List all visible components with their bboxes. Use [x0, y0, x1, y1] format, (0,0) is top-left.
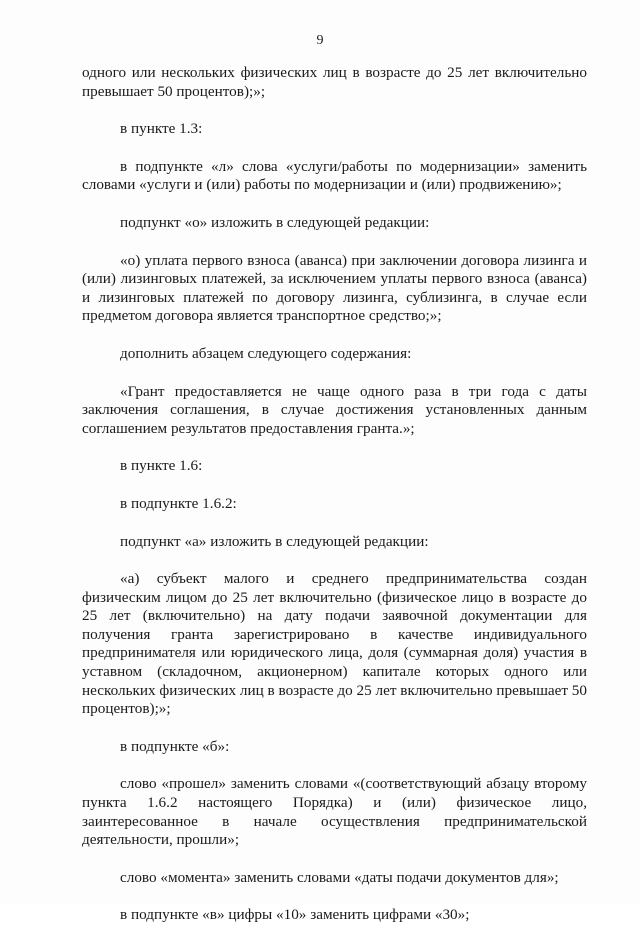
- paragraph-clause-1-6: в пункте 1.6:: [120, 457, 203, 475]
- paragraph-subclause-b: в подпункте «б»:: [120, 737, 230, 755]
- paragraph-add-abzac: дополнить абзацем следующего содержания:: [120, 344, 412, 362]
- paragraph-grant-text: «Грант предоставляется не чаще одного раза в три года с даты заключения соглашения, в случае достижения установленных данным соглашением результатов предоставления гранта.»;: [82, 382, 587, 437]
- paragraph-subclause-o-intro: подпункт «о» изложить в следующей редакции:: [120, 213, 430, 231]
- page-number: 9: [316, 33, 324, 48]
- paragraph-word-proshel: слово «прошел» заменить словами «(соответствующий абзацу второму пункта 1.6.2 настоящего Порядка) и (или) физическое лицо, заинтересованное в начале осуществления предпринимательской деятельности, прошли»;: [82, 775, 587, 849]
- paragraph-subclause-o-text: «о) уплата первого взноса (аванса) при заключении договора лизинга и (или) лизинговых платежей, за исключением уплаты первого взноса (аванса) и лизинговых платежей по договору лизинга, сублизинга, в случае если предметом договора является транспортное средство;»;: [82, 251, 587, 325]
- paragraph-subclause-1-6-2: в подпункте 1.6.2:: [120, 494, 237, 512]
- document-body: [82, 64, 587, 925]
- paragraph-continuation: одного или нескольких физических лиц в возрасте до 25 лет включительно превышает 50 процентов);»;: [82, 64, 587, 100]
- paragraph-subclause-a-text: «а) субъект малого и среднего предпринимательства создан физическим лицом до 25 лет включительно (физическое лицо в возрасте до 25 лет (включительно) на дату подачи заявочной документации для получения гранта зарегистрировано в качестве индивидуального предпринимателя или юридического лица, доля (суммарная доля) участия в уставном (складочном, акционерном) капитале которых одного или нескольких физических лиц в возрасте до 25 лет включительно превышает 50 процентов);»;: [82, 570, 587, 718]
- paragraph-word-momenta: слово «момента» заменить словами «даты подачи документов для»;: [120, 868, 559, 886]
- paragraph-subclause-a-intro: подпункт «а» изложить в следующей редакции:: [120, 532, 429, 550]
- paragraph-clause-1-3: в пункте 1.3:: [120, 120, 203, 138]
- paragraph-subclause-l: в подпункте «л» слова «услуги/работы по модернизации» заменить словами «услуги и (или) работы по модернизации и (или) продвижению»;: [82, 157, 587, 194]
- paragraph-subclause-v: в подпункте «в» цифры «10» заменить цифрами «30»;: [120, 906, 470, 924]
